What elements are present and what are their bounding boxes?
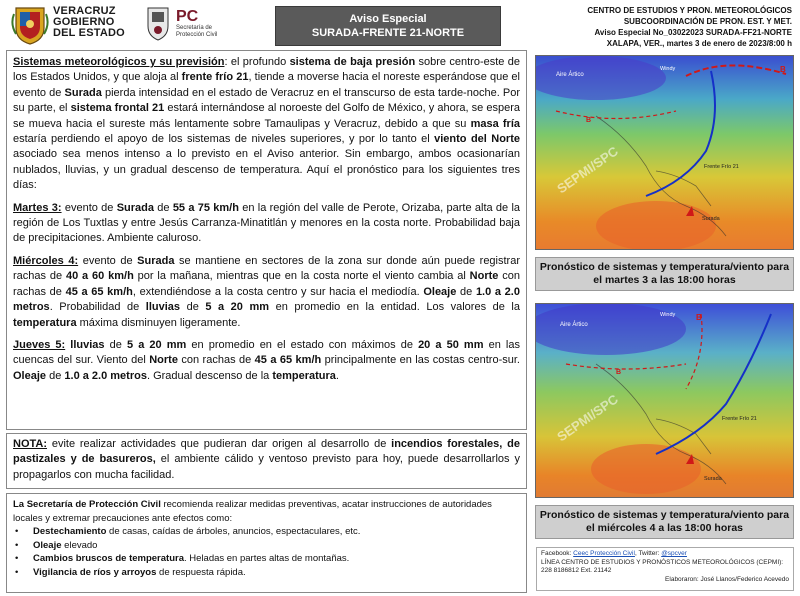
list-item: • Cambios bruscos de temperatura. Heladas en partes altas de montañas. <box>13 552 520 566</box>
recommendations-intro: La Secretaría de Protección Civil recomienda realizar medidas preventivas, acatar instrucciones de autoridades locales y extremar precauciones ante efectos como: <box>13 499 492 524</box>
label-b-low: B <box>586 117 592 124</box>
forecast-text-box <box>6 50 527 430</box>
jueves-paragraph: Jueves 5: lluvias de 5 a 20 mm en promedio en el estado con máximos de 20 a 50 mm en las cuencas del sur. Viento del Norte con rachas de 45 a 65 km/h principalmente en las costas centro-sur. Oleaje de 1.0 a 2.0 metros. Gradual descenso de la temperatura. <box>13 338 520 382</box>
pc-shield-icon <box>146 6 170 42</box>
label-windy: Windy <box>660 312 676 318</box>
label-b-low: B <box>696 313 702 322</box>
label-frente: Frente Frío 21 <box>722 416 757 422</box>
map-caption-miercoles: Pronóstico de sistemas y temperatura/viento para el miércoles 4 a las 18:00 horas <box>535 505 794 539</box>
sistemas-paragraph: Sistemas meteorológicos y su previsión: el profundo sistema de baja presión sobre centro-este de los Estados Unidos, y que aloja al frente frío 21, tiende a moverse hacia el noreste esperándose que el evento de Surada pierda intensidad en el estado de Veracruz en el transcurso de esta tarde-noche. Por su parte, el sistema frontal 21 estará internándose al noroeste del Golfo de México, y ahora, se espera se mueva hacia el sureste más lentamente sobre Tamaulipas y Veracruz, debido a que su masa fría estaría perdiendo el apoyo de los sistemas de niveles superiores, y por lo tanto el viento del Norte asociado sea menos intenso a lo previsto en el Aviso anterior. Sin embargo, ambos ocasionarían nublados, lluvias, y un gradual descenso de temperatura. Aquí el pronóstico para los siguientes tres días: <box>13 56 521 192</box>
recommendations-list <box>13 525 520 579</box>
aviso-subtitle: SURADA-FRENTE 21-NORTE <box>311 27 465 39</box>
aviso-title: Aviso Especial <box>349 13 427 25</box>
facebook-link[interactable]: Ceec Protección Civil <box>573 550 635 557</box>
martes-paragraph: Martes 3: evento de Surada de 55 a 75 km/h en la región del valle de Perote, Orizaba, parte alta de la región de Los Tuxtlas y entre Jesús Carranza-Minatitlán y menores en la costa norte. Probabilidad baja de precipitaciones. Ambiente caluroso. <box>13 201 521 245</box>
forecast-map-miercoles <box>535 303 794 498</box>
header <box>0 0 800 50</box>
issuer-block: CENTRO DE ESTUDIOS Y PRON. METEOROLÓGICOS SUBCOORDINACIÓN DE PRON. EST. Y MET. Aviso Especial No_03022023 SURADA-FF21-NORTE XALAPA, VER., martes 3 de enero de 2023/8:00 h <box>587 6 792 48</box>
nota-box: NOTA: evite realizar actividades que pudieran dar origen al desarrollo de incendios forestales, de pastizales y de basureros, el ambiente cálido y ventoso previsto para hoy, puede desarrollarlos y propagarlos con mucha facilidad. <box>6 433 527 489</box>
label-surada: Surada <box>702 216 720 222</box>
label-aire-artico: Aire Ártico <box>560 322 588 328</box>
forecast-map-martes <box>535 55 794 250</box>
miercoles-paragraph: Miércoles 4: evento de Surada se mantiene en sectores de la zona sur donde aún puede registrar rachas de 40 a 60 km/h por la mañana, mientras que en la costa norte el viento cambia al Norte con rachas de 45 a 65 km/h, extendiéndose a la costa centro y sur hacia el mediodía. Oleaje de 1.0 a 2.0 metros. Probabilidad de lluvias de 5 a 20 mm en promedio en la entidad. Los valores de la temperatura máxima disminuyen ligeramente. <box>13 254 520 329</box>
label-surada: Surada <box>704 476 722 482</box>
label-frente: Frente Frío 21 <box>704 164 739 170</box>
map-caption-martes: Pronóstico de sistemas y temperatura/viento para el martes 3 a las 18:00 horas <box>535 257 794 291</box>
authors: Elaboraron: José Llanos/Federico Acevedo <box>665 575 789 583</box>
label-windy: Windy <box>660 66 676 72</box>
twitter-link[interactable]: @spcver <box>661 550 687 557</box>
weather-map-image <box>536 304 794 498</box>
label-aire-artico: Aire Ártico <box>556 72 584 78</box>
weather-map-image <box>536 56 794 250</box>
map-watermark: SEPMI/SPC <box>554 143 621 197</box>
recommendations-box <box>6 493 527 593</box>
veracruz-gov-wordmark: VERACRUZ GOBIERNO DEL ESTADO <box>53 5 125 39</box>
veracruz-coat-of-arms-icon <box>10 4 50 46</box>
map-watermark: SEPMI/SPC <box>554 391 621 445</box>
list-item: • Vigilancia de ríos y arroyos de respuesta rápida. <box>13 566 520 580</box>
label-b-low: B <box>780 65 786 74</box>
list-item: • Oleaje elevado <box>13 539 520 553</box>
aviso-title-box <box>275 6 501 46</box>
contact-footer: Facebook: Ceec Protección Civil, Twitter: @spcver LÍNEA CENTRO DE ESTUDIOS Y PRONÓSTICOS METEOROLÓGICOS (CEPMI): 228 8186812 Ext. 21142 Elaboraron: José Llanos/Federico Acevedo <box>536 547 794 591</box>
pc-wordmark: PC Secretaría de Protección Civil <box>176 8 218 38</box>
list-item: • Destechamiento de casas, caídas de árboles, anuncios, espectaculares, etc. <box>13 525 520 539</box>
label-b-low: B <box>616 369 622 376</box>
